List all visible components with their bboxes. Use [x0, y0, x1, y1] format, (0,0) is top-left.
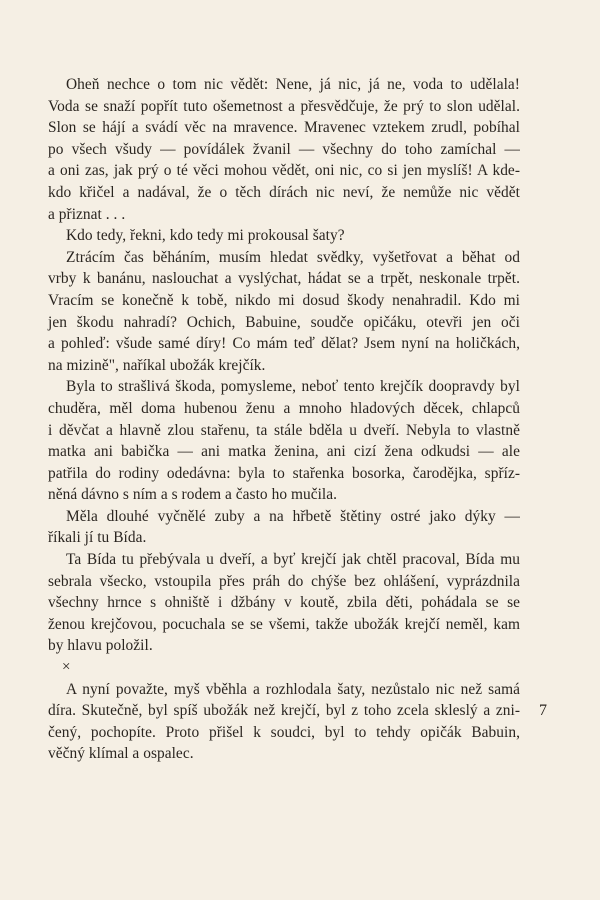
text-line: patřila do rodiny odedávna: byla to stařenka bosorka, čarodějka, spříz- [48, 464, 520, 482]
text-line: Měla dlouhé vyčnělé zuby a na hřbetě štětiny ostré jako dýky — [66, 507, 520, 525]
text-line: chuděra, měl doma hubenou ženu a mnoho hladových děcek, chlapců [48, 399, 520, 417]
text-line: Ztrácím čas běháním, musím hledat svědky, vyšetřovat a běhat od [66, 248, 520, 266]
page-number: 7 [539, 702, 547, 719]
text-line: říkali jí tu Bída. [48, 529, 147, 547]
text-line: čený, pochopíte. Proto přišel k soudci, byl to tehdy opičák Babuin, [48, 723, 520, 741]
text-line: kdo křičel a nadával, že o těch dírách nic neví, že nemůže nic vědět [48, 183, 520, 201]
text-line: díra. Skutečně, byl spíš ubožák než krejčí, byl z toho zcela skleslý a zni- [48, 702, 520, 720]
text-line: ženou krejčovou, pocuchala se se všemi, takže ubožák krejčí neměl, kam [48, 615, 520, 633]
body-text [48, 74, 520, 765]
text-line: Voda se snaží popřít tuto ošemetnost a přesvědčuje, že prý to slon udělal. [48, 97, 520, 115]
text-line: A nyní považte, myš vběhla a rozhlodala šaty, nezůstalo nic než samá [66, 680, 520, 698]
text-line: všechny hrnce s ohniště i džbány v koutě, zbila děti, pohádala se se [48, 594, 520, 612]
text-line: sebrala všecko, vstoupila přes práh do chýše bez ohlášení, vyprázdnila [48, 572, 520, 590]
text-line: i děvčat a hlavně zlou stařenu, ta stále bděla u dveří. Nebyla to vlastně [48, 421, 520, 439]
text-line: po všech všudy — povídálek žvanil — všechny do toho zamíchal — [48, 140, 520, 158]
section-separator: × [62, 659, 71, 676]
text-line: na mizině", naříkal ubožák krejčík. [48, 356, 266, 374]
text-line: Ta Bída tu přebývala u dveří, a byť krejčí jak chtěl pracoval, Bída mu [66, 551, 520, 569]
text-line: Kdo tedy, řekni, kdo tedy mi prokousal šaty? [66, 227, 345, 245]
text-line: věčný klímal a ospalec. [48, 745, 194, 763]
text-line: a přiznat . . . [48, 205, 126, 223]
text-line: matka ani babička — ani matka ženina, ani cizí žena odkudsi — ale [48, 443, 520, 461]
text-line: jen škodu nahradí? Ochich, Babuine, soudče opičáku, otevři jen oči [48, 313, 520, 331]
text-line: Slon se hájí a svádí věc na mravence. Mravenec vztekem zrudl, pobíhal [48, 119, 520, 137]
text-line: a oni zas, jak prý o té věci mohou vědět, oni nic, co si jen myslíš! A kde- [48, 162, 520, 180]
text-line: Vracím se konečně k tobě, nikdo mi dosud škody nenahradil. Kdo mi [48, 291, 520, 309]
text-line: a pohleď: všude samé díry! Co mám teď dělat? Jsem nyní na holičkách, [48, 335, 520, 353]
text-line: vrby k banánu, naslouchat a vyslýchat, hádat se a trpět, neskonale trpět. [48, 270, 520, 288]
text-line: by hlavu položil. [48, 637, 153, 655]
text-line: Byla to strašlivá škoda, pomysleme, neboť tento krejčík doopravdy byl [66, 378, 520, 396]
text-line: Oheň nechce o tom nic vědět: Nene, já nic, já ne, voda to udělala! [66, 76, 520, 93]
text-line: něná dávno s ním a s rodem a často ho mučila. [48, 486, 338, 504]
